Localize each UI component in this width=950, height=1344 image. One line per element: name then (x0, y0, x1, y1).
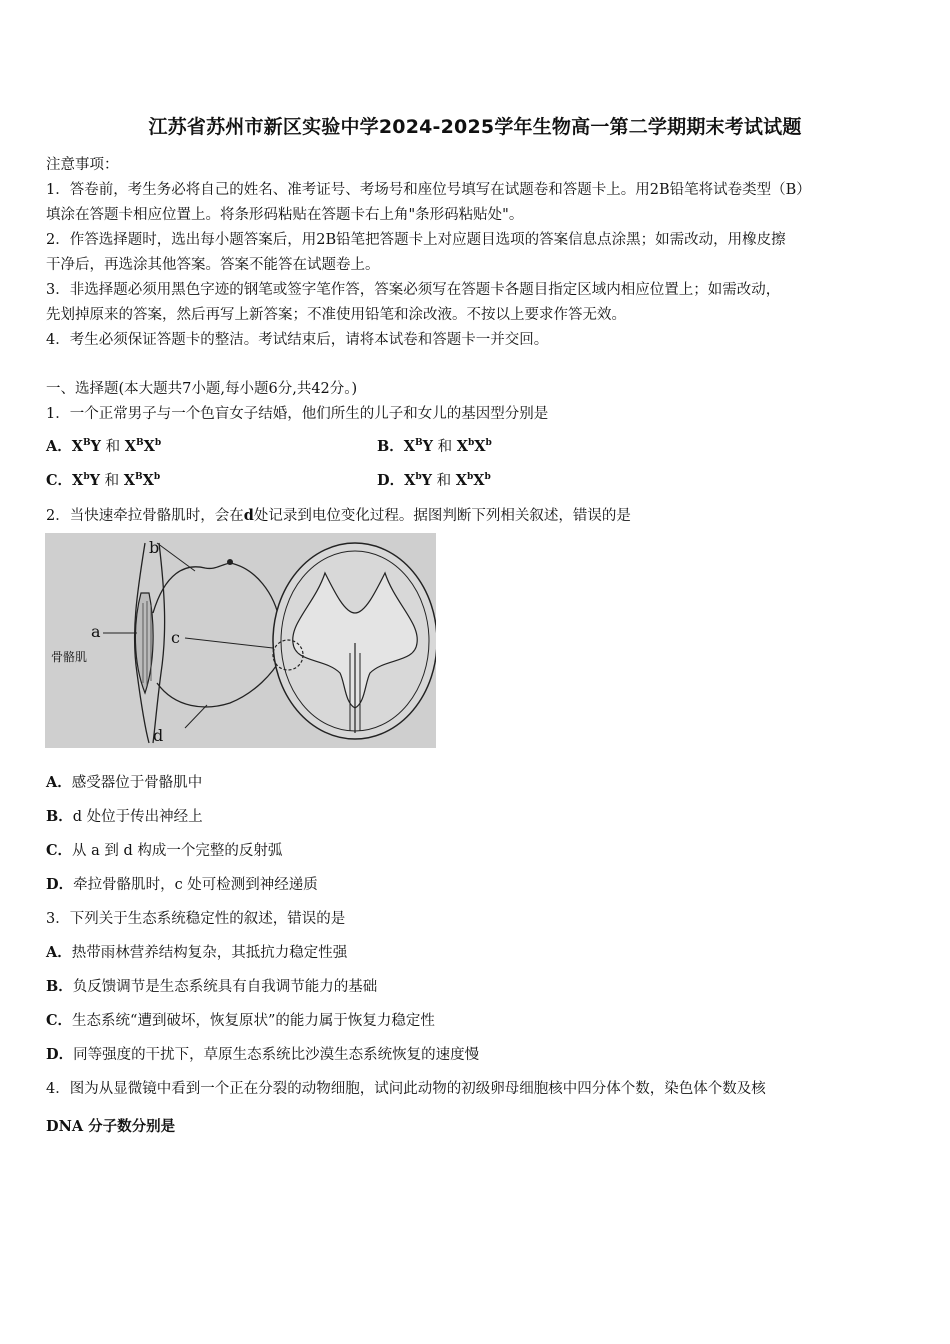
label-skeletal-muscle: 骨骼肌 (51, 650, 88, 664)
q2-option-a: A．感受器位于骨骼肌中 (46, 774, 203, 791)
notice-heading: 注意事项： (46, 157, 119, 173)
q1-option-a: A．$X^BY$ 和 $X^BX^b$ (46, 438, 162, 455)
exam-title: 江苏省苏州市新区实验中学2024-2025学年生物高一第二学期期末考试试题 (148, 116, 802, 138)
q3-option-b: B．负反馈调节是生态系统具有自我调节能力的基础 (46, 978, 378, 995)
q3-option-a: A．热带雨林营养结构复杂，其抵抗力稳定性强 (46, 944, 348, 961)
reflex-arc-figure (45, 533, 436, 748)
section-heading: 一、选择题(本大题共7小题,每小题6分,共42分。) (46, 381, 358, 397)
notice-line: 1．答卷前，考生务必将自己的姓名、准考证号、考场号和座位号填写在试题卷和答题卡上。用2B铅笔将试卷类型（B） (46, 182, 811, 198)
q1-option-c: C．$X^bY$ 和 $X^BX^b$ (46, 472, 161, 489)
question-1-stem: 1．一个正常男子与一个色盲女子结婚，他们所生的儿子和女儿的基因型分别是 (46, 406, 549, 422)
label-d: d (153, 726, 164, 745)
label-b: b (149, 538, 160, 557)
q2-option-c: C．从 a 到 d 构成一个完整的反射弧 (46, 842, 283, 859)
q1-option-b: B．$X^BY$ 和 $X^bX^b$ (377, 438, 492, 455)
notice-line: 2．作答选择题时，选出每小题答案后，用2B铅笔把答题卡上对应题目选项的答案信息点涂黑；如需改动，用橡皮擦 (46, 232, 786, 248)
question-3-stem: 3．下列关于生态系统稳定性的叙述，错误的是 (46, 911, 346, 927)
question-4-stem: 4．图为从显微镜中看到一个正在分裂的动物细胞，试问此动物的初级卵母细胞核中四分体个数，染色体个数及核 (46, 1081, 766, 1097)
question-2-stem: 2．当快速牵拉骨骼肌时，会在d处记录到电位变化过程。据图判断下列相关叙述，错误的是 (46, 507, 631, 524)
question-4-stem-cont: DNA 分子数分别是 (46, 1118, 176, 1135)
q1-option-d: D．$X^bY$ 和 $X^bX^b$ (377, 472, 491, 489)
label-a: a (91, 622, 101, 641)
reflex-arc-diagram (45, 533, 436, 748)
label-c: c (171, 628, 180, 647)
q2-option-b: B．d 处位于传出神经上 (46, 808, 203, 825)
q2-option-d: D．牵拉骨骼肌时，c 处可检测到神经递质 (46, 876, 318, 893)
q3-option-d: D．同等强度的干扰下，草原生态系统比沙漠生态系统恢复的速度慢 (46, 1046, 480, 1063)
notice-line: 3．非选择题必须用黑色字迹的钢笔或签字笔作答，答案必须写在答题卡各题目指定区域内相应位置上；如需改动， (46, 282, 781, 298)
notice-line: 干净后，再选涂其他答案。答案不能答在试题卷上。 (46, 257, 380, 273)
notice-line: 4．考生必须保证答题卡的整洁。考试结束后，请将本试卷和答题卡一并交回。 (46, 332, 549, 348)
notice-line: 填涂在答题卡相应位置上。将条形码粘贴在答题卡右上角"条形码粘贴处"。 (46, 207, 524, 223)
notice-line: 先划掉原来的答案，然后再写上新答案；不准使用铅笔和涂改液。不按以上要求作答无效。 (46, 307, 626, 323)
q3-option-c: C．生态系统“遭到破坏，恢复原状”的能力属于恢复力稳定性 (46, 1012, 435, 1029)
